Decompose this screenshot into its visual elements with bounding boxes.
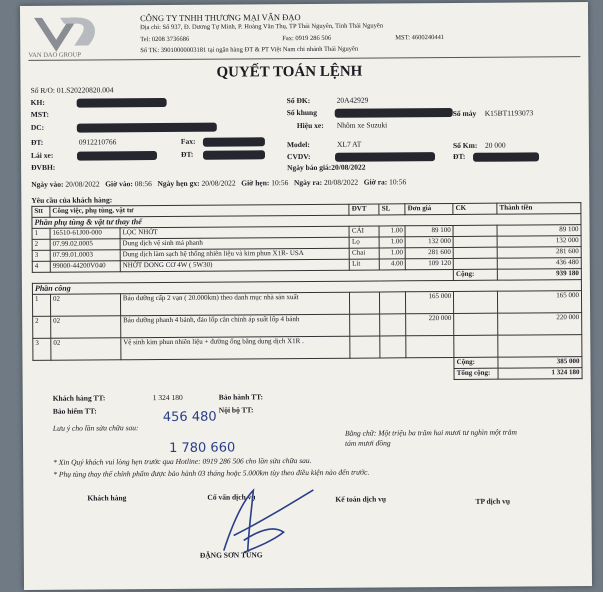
parts-subtotal-row: Cộng: 939 180 (32, 269, 581, 284)
labor-subtotal-row: Cộng: 385 000 (33, 357, 582, 372)
header-divider (28, 56, 580, 61)
table-row: 4 99000-44200V040 NHỚT DONG CƠ 4W ( 5W30) Lít 4.00 109 120 436 480 (32, 258, 581, 273)
redacted-address (77, 123, 217, 133)
redacted-customer (77, 98, 167, 108)
document-title: QUYẾT TOÁN LỆNH (216, 63, 363, 81)
cvdv-label: CVDV: (286, 151, 311, 162)
company-address: Địa chỉ: Số 937, Đ. Dương Tự Minh, P. Hoàng Văn Thụ, TP Thái Nguyên, Tỉnh Thái Nguyên (140, 22, 384, 32)
dvbh-label: ĐVBH: (31, 162, 56, 172)
grand-total-row: Tổng cộng: 1 324 180 (33, 368, 582, 383)
table-header-row: Stt Công việc, phụ tùng, vật tư ĐVT SL Đơn giá CK Thành tiền (32, 203, 581, 218)
so-dk-label: Số ĐK: (286, 95, 311, 106)
handwritten-mileage-1: 456 480 (162, 409, 217, 426)
fax-label: Fax: (180, 136, 196, 146)
table-row: 3 02 Vệ sinh kim phun nhiên liệu + đường ống bằng dung dịch X1R . (33, 335, 582, 361)
note-hotline: * Xin Quý khách vui lòng hẹn trước qua Hotline: 0919 286 506 cho lần sửa chữa sau. (53, 455, 312, 467)
next-service-label: Lưu ý cho lần sửa chữa sau: (52, 423, 139, 433)
so-dk-value: 20A42929 (336, 95, 369, 105)
signature-scribble (203, 480, 324, 561)
handwritten-mileage-2: 1 780 660 (169, 440, 236, 456)
redacted-driver (77, 151, 157, 161)
so-km-value: 20 000 (484, 140, 506, 150)
table-row: 2 02 Bảo dưỡng phanh 4 bánh, đảo lốp cân chỉnh áp suất lốp 4 bánh 220 000 220 000 (33, 313, 582, 339)
table-row: 1 02 Bảo dưỡng cấp 2 vạn ( 20.000km) theo danh mục nhà sản xuất 165 000 165 000 (32, 291, 581, 317)
dc-label: DC: (30, 122, 45, 132)
company-fax: Fax: 0919 286 506 (282, 34, 332, 43)
driver-label: Lái xe: (30, 150, 54, 160)
mst-label: MST: (30, 109, 49, 119)
sign-customer: Khách hàng (87, 493, 127, 503)
kh-label: KH: (30, 97, 45, 107)
amount-in-words-2: tám mươi đồng (344, 438, 391, 448)
table-row: 2 07.99.02.0005 Dung dịch vệ sinh má phanh Lọ 1.00 132 000 132 000 (32, 236, 581, 251)
sign-technician: Kế toán dịch vụ (335, 494, 387, 504)
so-khung-label: Số khung (286, 107, 317, 118)
ro-number: Số R/O: 01.S20220820.004 (30, 85, 114, 95)
company-tel: Tel: 0208 3736686 (140, 35, 190, 44)
advisor-name: ĐẶNG SƠN TÙNG (199, 550, 263, 560)
sign-service-manager: TP dịch vụ (475, 496, 511, 506)
invoice-page (20, 2, 592, 590)
table-row: 3 07.99.01.0003 Dung dịch làm sạch hệ thống nhiên liệu và kim phun X1R- USA Chai 1.00 281 600 281 600 (32, 247, 581, 262)
dt3-label: ĐT: (452, 151, 466, 161)
customer-pay-value: 1 324 180 (152, 392, 183, 403)
hieu-xe-label: Hiệu xe: (296, 120, 324, 131)
insurance-pay-label: Bảo hiểm TT: (52, 406, 97, 416)
redacted-phone3 (473, 152, 539, 161)
so-may-value: K15BT1193073 (484, 108, 534, 118)
dt2-label: ĐT: (180, 149, 194, 159)
logo-text: VAN DAO GROUP (28, 51, 81, 59)
items-table (31, 202, 582, 383)
request-label: Yêu cầu của khách hàng: (31, 195, 113, 205)
section-parts-row: Phần phụ tùng & vật tư thay thế (32, 214, 581, 229)
warranty-pay-label: Bảo hành TT: (218, 392, 264, 402)
redacted-cvdv (335, 152, 435, 162)
order-date: Ngày báo giá:20/08/2022 (287, 162, 366, 173)
so-km-label: Số Km: (452, 140, 478, 150)
section-labor-row: Phần công (32, 280, 581, 295)
company-account: Số TK: 39010000003181 tại ngân hàng ĐT & PT Việt Nam chi nhánh Thái Nguyên (140, 45, 359, 55)
company-mst: MST: 4600240441 (395, 34, 445, 42)
company-logo (26, 11, 104, 64)
hieu-xe-value: Nhôm xe Suzuki (336, 120, 388, 130)
model-label: Model: (286, 139, 310, 150)
redacted-frame (335, 108, 453, 118)
internal-pay-label: Nội bộ TT: (218, 405, 254, 415)
table-row: 1 16510-61J00-000 LỌC NHỚT CÁI 1.00 89 100 89 100 (32, 225, 581, 240)
customer-pay-label: Khách hàng TT: (52, 393, 106, 403)
sign-advisor: Cố vấn dịch vụ (207, 492, 256, 502)
phone-value: 0912210766 (78, 137, 117, 147)
redacted-fax (203, 137, 265, 146)
amount-in-words: Bằng chữ: Một triệu ba trăm hai mươi tư nghìn một trăm (344, 427, 517, 438)
company-name: CÔNG TY TNHH THƯƠNG MẠI VÂN ĐẠO (140, 12, 301, 24)
model-value: XL7 AT (336, 139, 362, 149)
date-row: Ngày vào: 20/08/2022 Giờ vào: 08:56 Ngày hẹn gx: 20/08/2022 Giờ hẹn: 10:56 Ngày ra: 20/08/2022 Giờ ra: 10:56 (31, 177, 407, 189)
redacted-phone2 (203, 150, 265, 159)
dt-label: ĐT: (30, 137, 44, 147)
note-warranty: * Phụ tùng thay thế chính phẩm được bảo hành 03 tháng hoặc 5.000km tùy theo điều kiện nào đến trước. (53, 467, 370, 479)
so-may-label: Số máy (452, 108, 477, 118)
